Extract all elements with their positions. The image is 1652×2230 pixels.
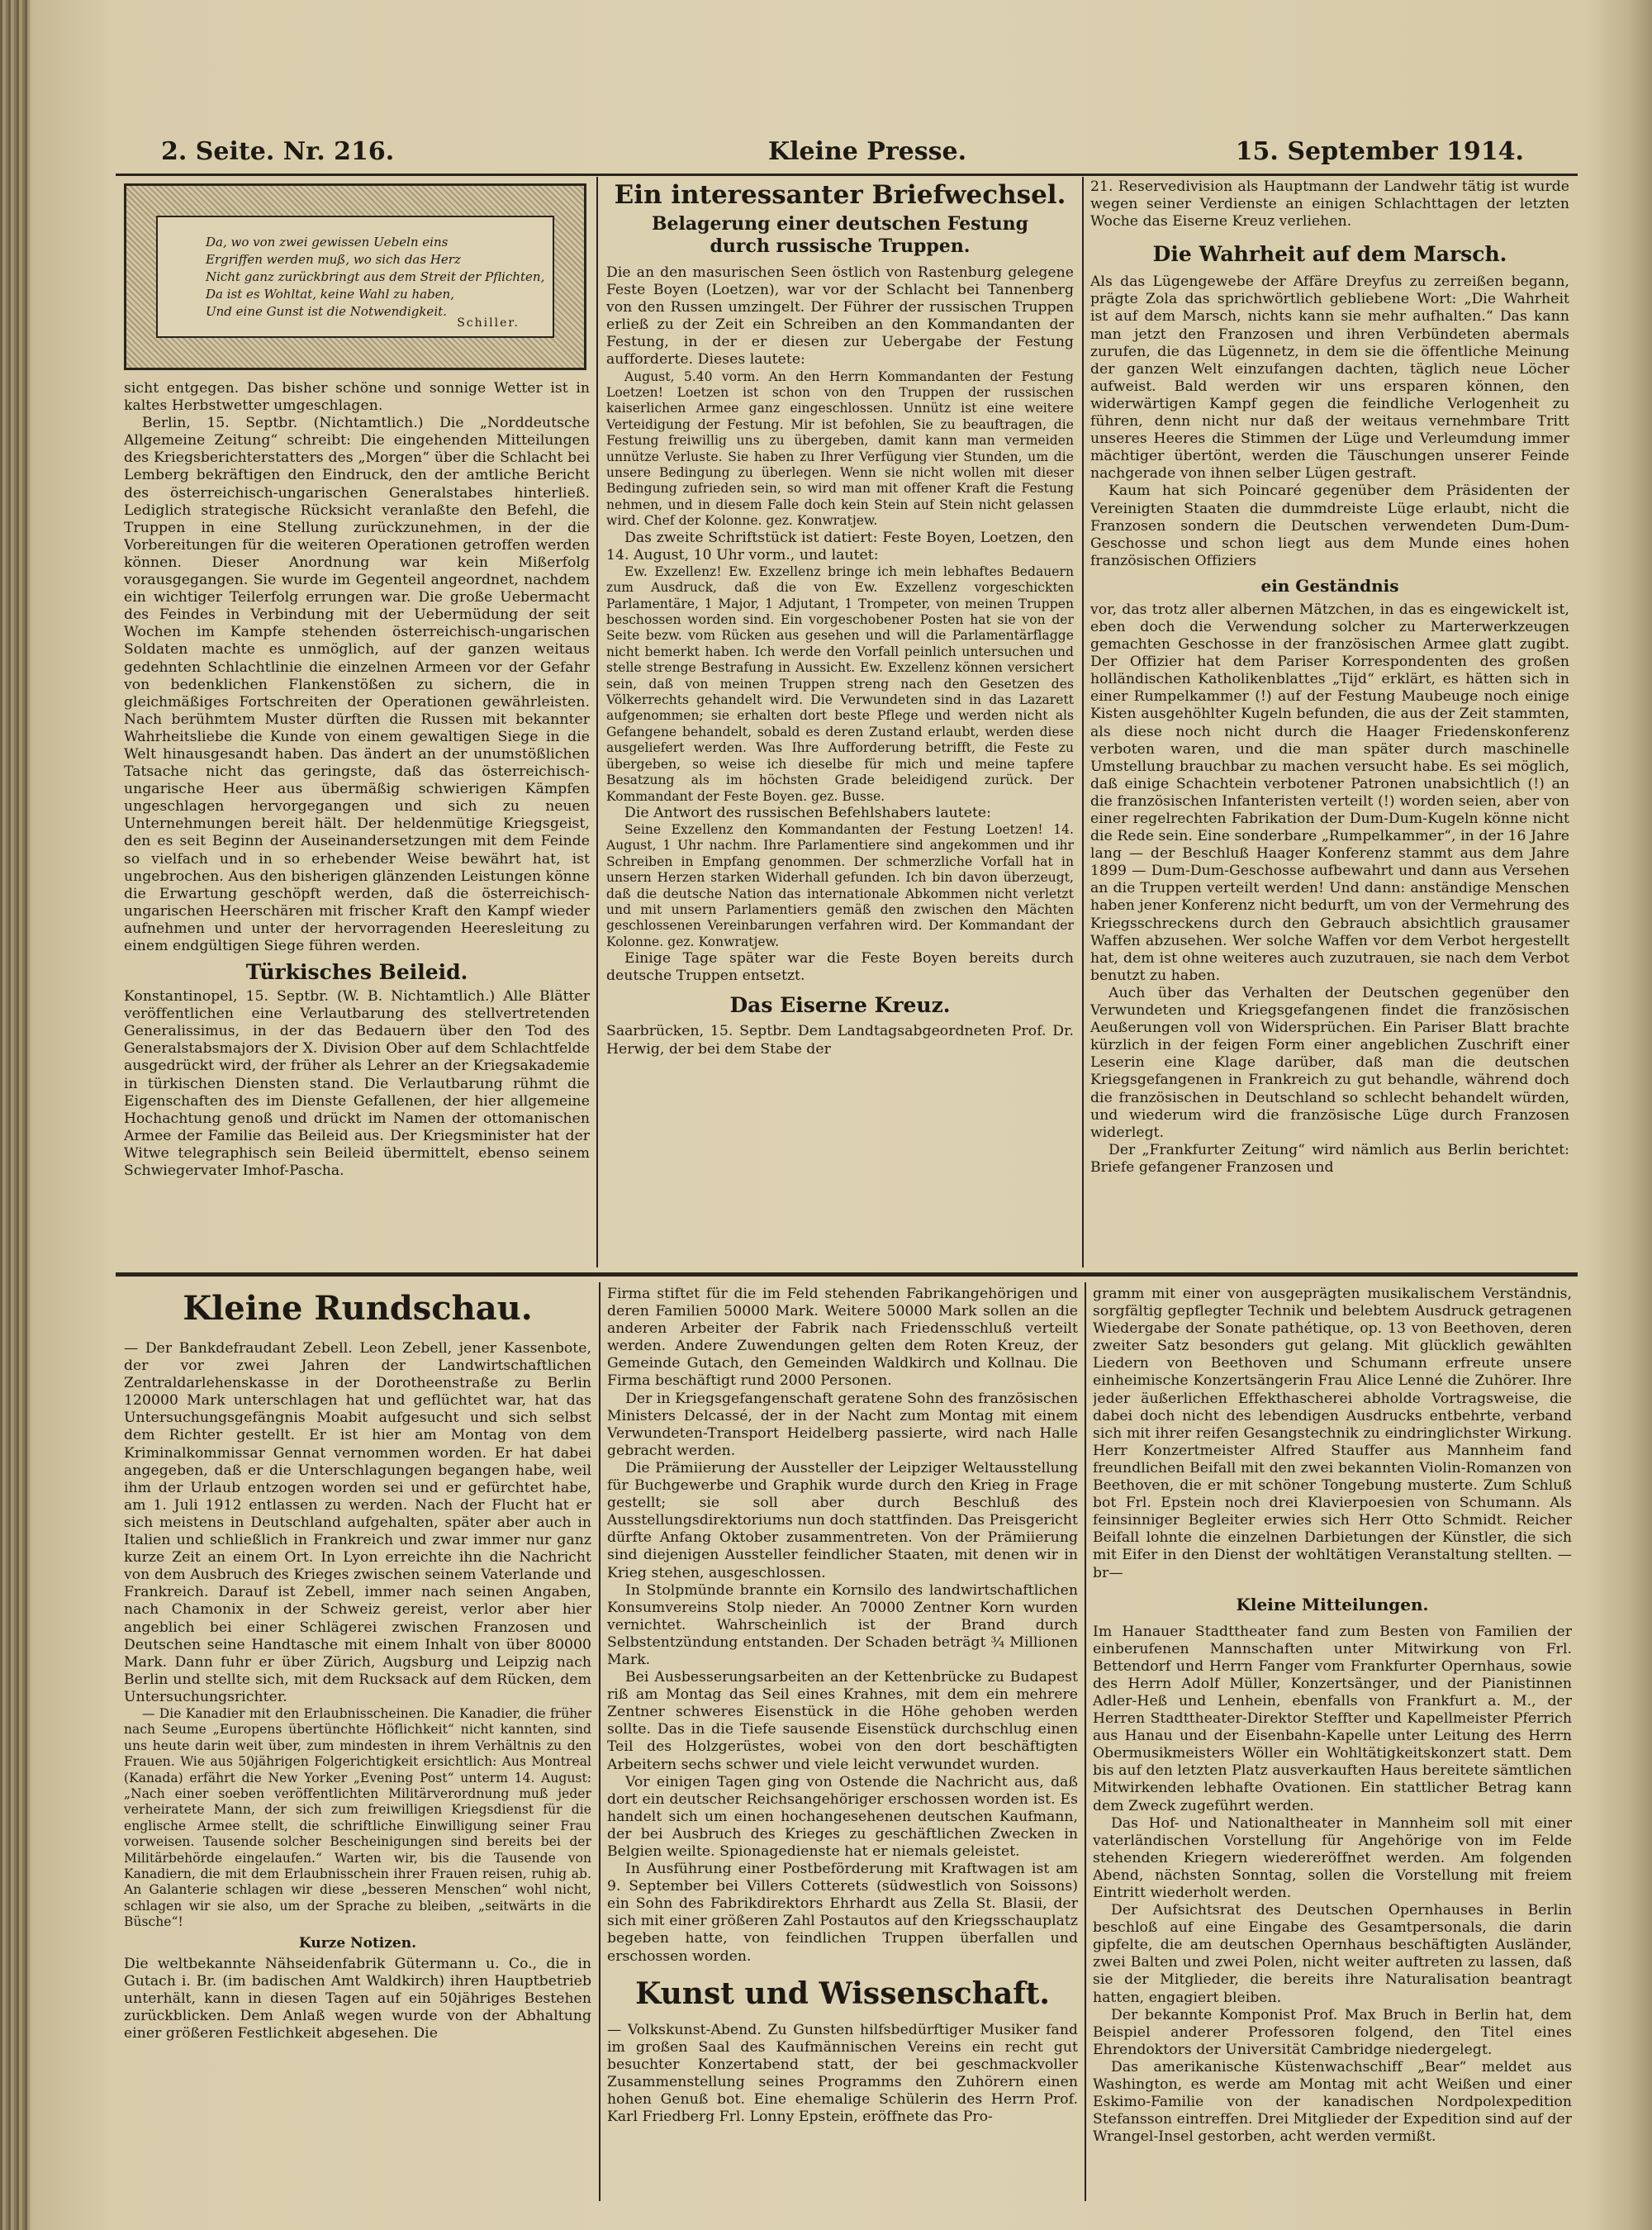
poem-frame [156, 216, 554, 338]
column-rule [1085, 1282, 1086, 2201]
article-headline: Das Eiserne Kreuz. [729, 993, 951, 1018]
book-binding [0, 0, 30, 2230]
poem-line: Nicht ganz zurückbringt aus dem Streit der Pflichten, [206, 269, 545, 284]
article-paragraph: Das Hof- und Nationaltheater in Mannheim soll mit einer vaterländischen Vorstellung für Angehörige von im Felde stehenden Kriegern wiedereröffnet werden. Am folgenden Abend, nächsten Sonntag, sollen die Vorstellung mit freiem Eintritt wiederholt werden. [1093, 1814, 1572, 1901]
section-rule [116, 1272, 1578, 1277]
article-paragraph: Die weltbekannte Nähseidenfabrik Gütermann u. Co., die in Gutach i. Br. (im badischen Amt Waldkirch) ihren Hauptbetrieb unterhält, kann in diesen Tagen auf ein 50jähriges Bestehen zurückblicken. Dem Anlaß wegen wurde von der Abhaltung einer größeren Festlichkeit abgesehen. Die [124, 1955, 591, 2042]
header-rule [116, 174, 1578, 176]
article-paragraph: Die Antwort des russischen Befehlshabers lautete: [624, 804, 991, 821]
newspaper-title: Kleine Presse. [768, 137, 967, 166]
article-headline: Türkisches Beileid. [245, 960, 468, 985]
article-paragraph: Auch über das Verhalten der Deutschen gegenüber den Verwundeten und Kriegsgefangenen findet die französischen Aeußerungen voll von Widersprüchen. Ein Pariser Blatt brachte kürzlich in der feigen Form einer angeblichen Zuschrift einer Leserin eine Klage darüber, daß man die deutschen Kriegsgefangenen in Frankreich zu gut behandle, während doch die französischen in Deutschland so schlecht behandelt würden, und wiederum wird die französische Lüge durch Franzosen widerlegt. [1090, 984, 1569, 1141]
article-paragraph: gramm mit einer von ausgeprägten musikalischem Verständnis, sorgfältig gepflegter Technik und belebtem Ausdruck getragenen Wiedergabe der Sonate pathétique, op. 13 von Beethoven, deren zweiter Satz besonders gut gelang. Mit glücklich gewählten Liedern von Beethoven und Schumann erfreute unsere einheimische Konzertsängerin Frau Alice Lenné die Zuhörer. Ihre jeder äußerlichen Effekthascherei abholde Vortragsweise, die dabei doch nicht des lebendigen Ausdrucks entbehrte, verband sich mit ihrer reifen Gesangstechnik zu eindringlichster Wirkung. Herr Konzertmeister Alfred Stauffer aus Mannheim fand freundlichen Beifall mit den zwei bekannten Violin-Romanzen von Beethoven, die er mit schöner Tongebung musterte. Zum Schluß bot Frl. Epstein noch drei Klavierpoesien von Schumann. Als feinsinniger Begleiter erwies sich Herr Otto Schmidt. Reicher Beifall lohnte die einzelnen Darbietungen der Künstler, die sich mit Eifer in den Dienst der wohltätigen Veranstaltung stellten. —br— [1093, 1286, 1572, 1581]
page-header [161, 137, 1524, 174]
poem-line: Da, wo von zwei gewissen Uebeln eins [206, 235, 449, 250]
column-rule [599, 1282, 601, 2201]
article-paragraph: In Stolpmünde brannte ein Kornsilo des landwirtschaftlichen Konsumvereins Stolp nieder. An 70000 Zentner Korn wurden vernichtet. Wahrscheinlich ist der Brand durch Selbstentzündung entstanden. Der Schaden beträgt ¾ Millionen Mark. [607, 1581, 1078, 1668]
column-1 [124, 380, 590, 1268]
column-6 [1093, 1286, 1572, 2203]
article-paragraph: Vor einigen Tagen ging von Ostende die Nachricht aus, daß dort ein deutscher Reichsangehöriger erschossen worden ist. Es handelt sich um einen hochangesehenen deutschen Kaufmann, der bei Ausbruch des Krieges zu geschäftlichen Zwecken in Belgien weilte. Spionagedienste hat er niemals geleistet. [607, 1773, 1078, 1860]
page-number: 2. Seite. Nr. 216. [161, 137, 395, 166]
article-paragraph: Firma stiftet für die im Feld stehenden Fabrikangehörigen und deren Familien 50000 Mark. Weitere 50000 Mark sollen an die anderen Arbeiter der Fabrik nach Friedensschluß verteilt werden. Andere Zuwendungen gelten dem Roten Kreuz, der Gemeinde Gutach, den Gemeinden Waldkirch und Kollnau. Die Firma beschäftigt rund 2000 Personen. [607, 1286, 1078, 1390]
article-paragraph: Bei Ausbesserungsarbeiten an der Kettenbrücke zu Budapest riß am Montag das Seil eines Krahnes, mit dem ein mehrere Zentner schweres Eisenstück in die Höhe gehoben werden sollte. Das in die Tiefe sausende Eisenstück durchschlug einen Teil des Holzgerüstes, wobei von den dort beschäftigten Arbeitern sechs schwer und viele leicht verwundet wurden. [607, 1669, 1078, 1773]
column-2 [606, 178, 1074, 1269]
article-paragraph: — Die Kanadier mit den Erlaubnisscheinen. Die Kanadier, die früher nach Seume „Europens übertünchte Höflichkeit“ nicht kannten, sind uns heute darin weit über, zum mindesten in ihrem Verhältnis zu den Frauen. Wie aus 50jährigen Folgerichtigkeit ersichtlich: Aus Montreal (Kanada) erfährt die New Yorker „Evening Post“ unterm 14. August: „Nach einer soeben veröffentlichten Militärverordnung muß jeder verheiratete Mann, der sich zum freiwilligen Kriegsdienst für die englische Armee stellt, die schriftliche Einwilligung seiner Frau vorweisen. Tausende solcher Bescheinigungen sind bereits bei der Militärbehörde eingelaufen.“ Warten wir, bis die Tausende von Kanadiern, die mit dem Erlaubnisschein ihrer Frauen reisen, ruhig ab. An Galanterie schlagen wir diese „besseren Menschen“ wohl nicht, schlagen wir sie also, um der Sprache zu bleiben, „seitwärts in die Büsche“! [124, 1705, 591, 1930]
column-5 [607, 1286, 1078, 2203]
article-paragraph: Der bekannte Komponist Prof. Max Bruch in Berlin hat, dem Beispiel anderer Professoren folgend, den Titel eines Ehrendoktors der Universität Cambridge niedergelegt. [1093, 2006, 1572, 2058]
article-paragraph: Einige Tage später war die Feste Boyen bereits durch deutsche Truppen entsetzt. [606, 950, 1074, 985]
column-3 [1090, 178, 1569, 1269]
page-edge [1627, 0, 1652, 2230]
article-paragraph: Kaum hat sich Poincaré gegenüber dem Präsidenten der Vereinigten Staaten die dummdreiste Lüge erlaubt, nicht die Franzosen sondern die Deutschen verwendeten Dum-Dum-Geschosse und schon liegt aus dem Munde eines hohen französischen Offiziers [1090, 483, 1569, 569]
column-rule [596, 177, 598, 1267]
poem-line: Da ist es Wohltat, keine Wahl zu haben, [206, 287, 454, 302]
article-paragraph: — Der Bankdefraudant Zebell. Leon Zebell, jener Kassenbote, der vor zwei Jahren der Landwirtschaftlichen Zentraldarlehenskasse in der Dorotheenstraße zu Berlin 120000 Mark unterschlagen hat und geflüchtet war, hat das Untersuchungsgefängnis Moabit aufgesucht und sich selbst dem Richter gestellt. Er ist hier am Montag von dem Kriminalkommissar Gennat vernommen worden. Er hat dabei angegeben, daß er die Unterschlagungen begangen habe, weil ihm der Urlaub entzogen worden sei und er gefürchtet habe, am 1. Juli 1912 entlassen zu werden. Nach der Flucht hat er sich meistens in Deutschland aufgehalten, später aber auch in Italien und schließlich in Frankreich und zwar immer nur ganz kurze Zeit an einem Ort. In Lyon erreichte ihn die Nachricht von dem Ausbruch des Krieges zwischen seinem Vaterlande und Frankreich. Darauf ist Zebell, immer nach seinen Angaben, nach Chamonix in der Schweiz gereist, verlor aber hier angeblich bei einer Schlägerei zwischen Franzosen und Deutschen seine Handtasche mit einem Inhalt von über 80000 Mark. Dann fuhr er über Zürich, Augsburg und Leipzig nach Berlin und stellte sich, mit dem Rucksack auf dem Rücken, dem Untersuchungsrichter. [124, 1340, 591, 1705]
article-paragraph: Der in Kriegsgefangenschaft geratene Sohn des französischen Ministers Delcassé, der in der Nacht zum Montag mit einem Verwundeten-Transport Heidelberg passierte, wird nach Halle gebracht werden. [607, 1390, 1078, 1459]
article-paragraph: Seine Exzellenz den Kommandanten der Festung Loetzen! 14. August, 1 Uhr nachm. Ihre Parlamentiere sind angekommen und ihr Schreiben in Empfang genommen. Der schmerzliche Vorfall hat in unsern Herzen starken Widerhall gefunden. Ich bin davon überzeugt, daß die deutsche Nation das internationale Abkommen nicht verletzt und mit unsern Parlamentiers gemäß den zwischen den Mächten geschlossenen Vereinbarungen verfahren wird. Der Kommandant der Kolonne. gez. Konwratjew. [606, 822, 1074, 949]
article-subheadline: ein Geständnis [1260, 575, 1399, 596]
article-subheadline: Kurze Notizen. [298, 1934, 417, 1952]
article-subheadline: durch russische Truppen. [710, 235, 971, 257]
article-paragraph: Saarbrücken, 15. Septbr. Dem Landtagsabgeordneten Prof. Dr. Herwig, der bei dem Stabe der [606, 1023, 1074, 1058]
article-paragraph: vor, das trotz aller albernen Mätzchen, in das es eingewickelt ist, eben doch die Verwendung solcher zu Marterwerkzeugen gemachten Geschosse in der französischen Armee glatt zugibt. Der Offizier hat dem Pariser Korrespondenten des großen holländischen Katholikenblattes „Tijd“ erklärt, es hätten sich in einer Rumpelkammer (!) auf der Festung Maubeuge noch einige Kisten ausgehöhlter Kugeln befunden, die aus der Zeit stammten, als diese noch nicht durch die Haager Friedenskonferenz verboten waren, und die man später durch maschinelle Umstellung brauchbar zu machen versucht habe. Es sei möglich, daß einige Schachtein verbotener Patronen unabsichtlich (!) an die französischen Infanteristen verteilt (!) worden seien, aber von einer regelrechten Fabrikation der Dum-Dum-Kugeln könne nicht die Rede sein. Eine sonderbare „Rumpelkammer“, in der 16 Jahre lang — der Beschluß Haager Konferenz stammt aus dem Jahre 1899 — Dum-Dum-Geschosse aufbewahrt und dann aus Versehen an die Truppen verteilt werden! Und dann: anständige Menschen haben jener Konferenz nicht bedurft, um von der Vermehrung des Kriegsschreckens durch den Gebrauch absichtlich grausamer Waffen abzusehen. Wer solche Waffen vor dem Verbot hergestellt hat, dem ist ohne weiteres auch zuzutrauen, sie nach dem Verbot benutzt zu haben. [1090, 601, 1569, 984]
article-paragraph: In Ausführung einer Postbeförderung mit Kraftwagen ist am 9. September bei Villers Cotterets (südwestlich von Soissons) ein Sohn des Fabrikdirektors Ehrhardt aus Zella St. Blasii, der sich mit einer größeren Zahl Postautos auf den Kriegsschauplatz begeben hatte, von feindlichen Truppen überfallen und erschossen worden. [607, 1861, 1078, 1965]
article-paragraph: 21. Reservedivision als Hauptmann der Landwehr tätig ist wurde wegen seiner Verdienste an einigen Schlachttagen der letzten Woche das Eiserne Kreuz verliehen. [1090, 178, 1569, 231]
article-subheadline: Belagerung einer deutschen Festung [651, 213, 1029, 235]
column-rule [1082, 177, 1084, 1267]
article-paragraph: Der Aufsichtsrat des Deutschen Opernhauses in Berlin beschloß auf eine Eingabe des Gesamtpersonals, die darin gipfelte, die am deutschen Opernhaus beschäftigten Ausländer, zwei Balten und zwei Polen, nicht weiter auftreten zu lassen, daß sie der Mitglieder, die bereits ihre Naturalisation beantragt hatten, engagiert bleiben. [1093, 1902, 1572, 2006]
article-paragraph: Die Prämiierung der Aussteller der Leipziger Weltausstellung für Buchgewerbe und Graphik wurde durch den Krieg in Frage gestellt; sie soll aber durch Beschluß des Ausstellungsdirektoriums nun doch stattfinden. Das Preisgericht dürfte Anfang Oktober zusammentreten. Von der Prämiierung sind diejenigen Aussteller feindlicher Staaten, mit denen wir in Krieg stehen, ausgeschlossen. [607, 1459, 1078, 1581]
article-headline: Ein interessanter Briefwechsel. [614, 180, 1066, 210]
article-paragraph: sicht entgegen. Das bisher schöne und sonnige Wetter ist in kaltes Herbstwetter umgeschlagen. [124, 380, 590, 415]
article-paragraph: August, 5.40 vorm. An den Herrn Kommandanten der Festung Loetzen! Loetzen ist schon von den Truppen der russischen kaiserlichen Armee ganz eingeschlossen. Unnütz ist eine weitere Verteidigung der Festung. Mir ist befohlen, Sie zu beauftragen, die Festung freiwillig uns zu übergeben, damit kann man vermeiden unnütze Verluste. Sie haben zu Ihrer Verfügung vier Stunden, um die unsere Bedingung zu überlegen. Wenn sie nicht wollen mit dieser Bedingung zufrieden sein, so wird man mit offener Kraft die Festung nehmen, und in diesem Falle doch kein Stein auf Stein nicht gelassen wird. Chef der Kolonne. gez. Konwratjew. [606, 368, 1074, 529]
column-4 [124, 1286, 591, 2203]
article-paragraph: Konstantinopel, 15. Septbr. (W. B. Nichtamtlich.) Alle Blätter veröffentlichen eine Verlautbarung des stellvertretenden Generalissimus, in der das Bedauern über den Tod des Generalstabsmajors der X. Division Ober auf dem Schlachtfelde ausgedrückt wird, der früher als Lehrer an der Kriegsakademie in türkischen Diensten stand. Die Verlautbarung rühmt die Eigenschaften des im Dienste Gefallenen, der hier allgemeine Hochachtung genoß und drückt im Namen der ottomanischen Armee der Familie das Beileid aus. Der Kriegsminister hat der Witwe telegraphisch sein Beileid übermittelt, ebenso seinem Schwiegervater Imhof-Pascha. [124, 988, 590, 1180]
article-headline: Die Wahrheit auf dem Marsch. [1152, 242, 1507, 267]
section-headline: Kunst und Wissenschaft. [635, 1976, 1050, 2011]
article-paragraph: Ew. Exzellenz! Ew. Exzellenz bringe ich mein lebhaftes Bedauern zum Ausdruck, daß die von Ew. Exzellenz vorgeschickten Parlamentäre, 1 Major, 1 Adjutant, 1 Trompeter, von meinen Truppen beschossen worden sind. Ein vorgeschobener Posten hat sie von der Seite bezw. vom Rücken aus gesehen und will die Parlamentärflagge nicht bemerkt haben. Ich werde den Vorfall peinlich untersuchen und stelle strenge Bestrafung in Aussicht. Ew. Exzellenz können versichert sein, daß von meinen Truppen streng nach den Gesetzen des Völkerrechts gehandelt wird. Die Verwundeten sind in das Lazarett aufgenommen; sie erhalten dort beste Pflege und werden nicht als Gefangene behandelt, sobald es deren Zustand erlaubt, werden diese ausgeliefert werden. Was Ihre Aufforderung betrifft, die Feste zu übergeben, so weise ich dieselbe für mich und meine tapfere Besatzung als im höchsten Grade beleidigend zurück. Der Kommandant der Feste Boyen. gez. Busse. [606, 563, 1074, 804]
article-paragraph: Im Hanauer Stadttheater fand zum Besten von Familien der einberufenen Mannschaften unter Mitwirkung von Frl. Bettendorf und Herrn Fanger vom Frankfurter Opernhaus, sowie des Herrn Adolf Müller, Konzertsänger, und der Pianistinnen Adler-Heß und Lenhein, ebenfalls von Frankfurt a. M., der Herren Stadttheater-Direktor Steffter und Kapellmeister Pferrich aus Hanau und der Eisenbahn-Kapelle unter Leitung des Herrn Obermusikmeisters Wöller ein Wohltätigkeitskonzert statt. Dem bis auf den letzten Platz ausverkauften Haus bereitete sämtlichen Mitwirkenden lebhafte Ovationen. Ein stattlicher Betrag kann dem Zweck zugeführt werden. [1093, 1623, 1572, 1814]
poem-author: Schiller. [457, 316, 520, 330]
issue-date: 15. September 1914. [1235, 137, 1524, 166]
article-paragraph: — Volkskunst-Abend. Zu Gunsten hilfsbedürftiger Musiker fand im großen Saal des Kaufmännischen Vereins ein recht gut besuchter Konzertabend statt, der bei geschmackvoller Zusammenstellung seines Programms den Zuhörern einen hohen Genuß bot. Eine ehemalige Schülerin des Herrn Prof. Karl Friedberg Frl. Lonny Epstein, eröffnete das Pro- [607, 2021, 1078, 2126]
section-headline: Kleine Rundschau. [183, 1289, 533, 1328]
article-paragraph: Berlin, 15. Septbr. (Nichtamtlich.) Die „Norddeutsche Allgemeine Zeitung“ schreibt: Die eingehenden Mitteilungen des Kriegsberichterstatters des „Morgen“ über die Schlacht bei Lemberg bekräftigen den Eindruck, den der amtliche Bericht des österreichisch-ungarischen Generalstabes hinterließ. Lediglich strategische Rücksicht veranlaßte den Befehl, die Truppen in eine Stellung zurückzunehmen, in der die Vorbereitungen für die weiteren Operationen getroffen werden können. Dieser Anordnung war kein Mißerfolg vorausgegangen. Sie wurde im Gegenteil angeordnet, nachdem ein wichtiger Teilerfolg errungen war. Die große Uebermacht des Feindes in Verbindung mit der Uebermüdung der seit Wochen im Kampfe stehenden österreichisch-ungarischen Soldaten machte es unmöglich, auf der ganzen weitaus gedehnten Schlachtlinie die einzelnen Armeen vor der Gefahr von bedenklichen Flankenstößen zu sichern, die in gleichmäßiges Fortschreiten der Operationen gewährleisten. Nach berühmtem Muster dürften die Russen mit bekannter Wahrheitsliebe die Kunde von einem gewaltigen Siege in die Welt hinausgesandt haben. Das ändert an der unumstößlichen Tatsache nicht das geringste, daß das österreichisch-ungarische Heer aus übermäßig schwierigen Kämpfen ungeschlagen hervorgegangen und sich zu neuen Unternehmungen bereit hält. Der heldenmütige Kriegsgeist, den es seit Beginn der Auseinandersetzungen mit dem Feinde so vielfach und in so erhebender Weise bewährt hat, ist ungebrochen. Aus den bisherigen glänzenden Leistungen könne die Erwartung geschöpft werden, daß die österreichisch-ungarischen Heerschären mit frischer Kraft den Kampf wieder aufnehmen und unter der hervorragenden Heeresleitung zu einem endgültigen Siege führen werden. [124, 415, 590, 954]
article-paragraph: Das zweite Schriftstück ist datiert: Feste Boyen, Loetzen, den 14. August, 10 Uhr vorm., und lautet: [606, 529, 1074, 563]
poem-box [124, 183, 586, 370]
poem-line: Und eine Gunst ist die Notwendigkeit. [206, 304, 447, 319]
article-subheadline: Kleine Mitteilungen. [1236, 1594, 1429, 1614]
article-paragraph: Das amerikanische Küstenwachschiff „Bear“ meldet aus Washington, es werde am Montag mit acht Weißen und einer Eskimo-Familie von der kanadischen Nordpolexpedition Stefansson eintreffen. Drei Mitglieder der Expedition sind auf der Wrangel-Insel gestorben, acht werden vermißt. [1093, 2058, 1572, 2146]
article-paragraph: Als das Lügengewebe der Affäre Dreyfus zu zerreißen begann, prägte Zola das sprichwörtlich gebliebene Wort: „Die Wahrheit ist auf dem Marsch, nichts kann sie mehr aufhalten.“ Das kann man jetzt den Franzosen und ihren Verbündeten abermals zurufen, die das Lügennetz, in dem sie die öffentliche Meinung der ganzen Welt einzufangen dachten, täglich neue Löcher aufweist. Bald werden wir uns ersparen können, den widerwärtigen Kampf gegen die feindliche Verlogenheit zu führen, denn nicht nur daß der weitaus vernehmbare Tritt unseres Heeres die Stimmen der Lüge und Verleumdung immer mächtiger übertönt, werden die Täuschungen unserer Feinde nachgerade von ihnen selber Lügen gestraft. [1090, 273, 1569, 483]
article-paragraph: Die an den masurischen Seen östlich von Rastenburg gelegene Feste Boyen (Loetzen), war vor der Schlacht bei Tannenberg von den Russen umzingelt. Der Führer der russischen Truppen erließ zu der Zeit ein Schreiben an den Kommandanten der Festung, in der er diesen zur Uebergabe der Festung aufforderte. Dieses lautete: [606, 264, 1074, 368]
article-paragraph: Der „Frankfurter Zeitung“ wird nämlich aus Berlin berichtet: Briefe gefangener Franzosen und [1090, 1141, 1569, 1176]
poem-line: Ergriffen werden muß, wo sich das Herz [206, 252, 461, 267]
